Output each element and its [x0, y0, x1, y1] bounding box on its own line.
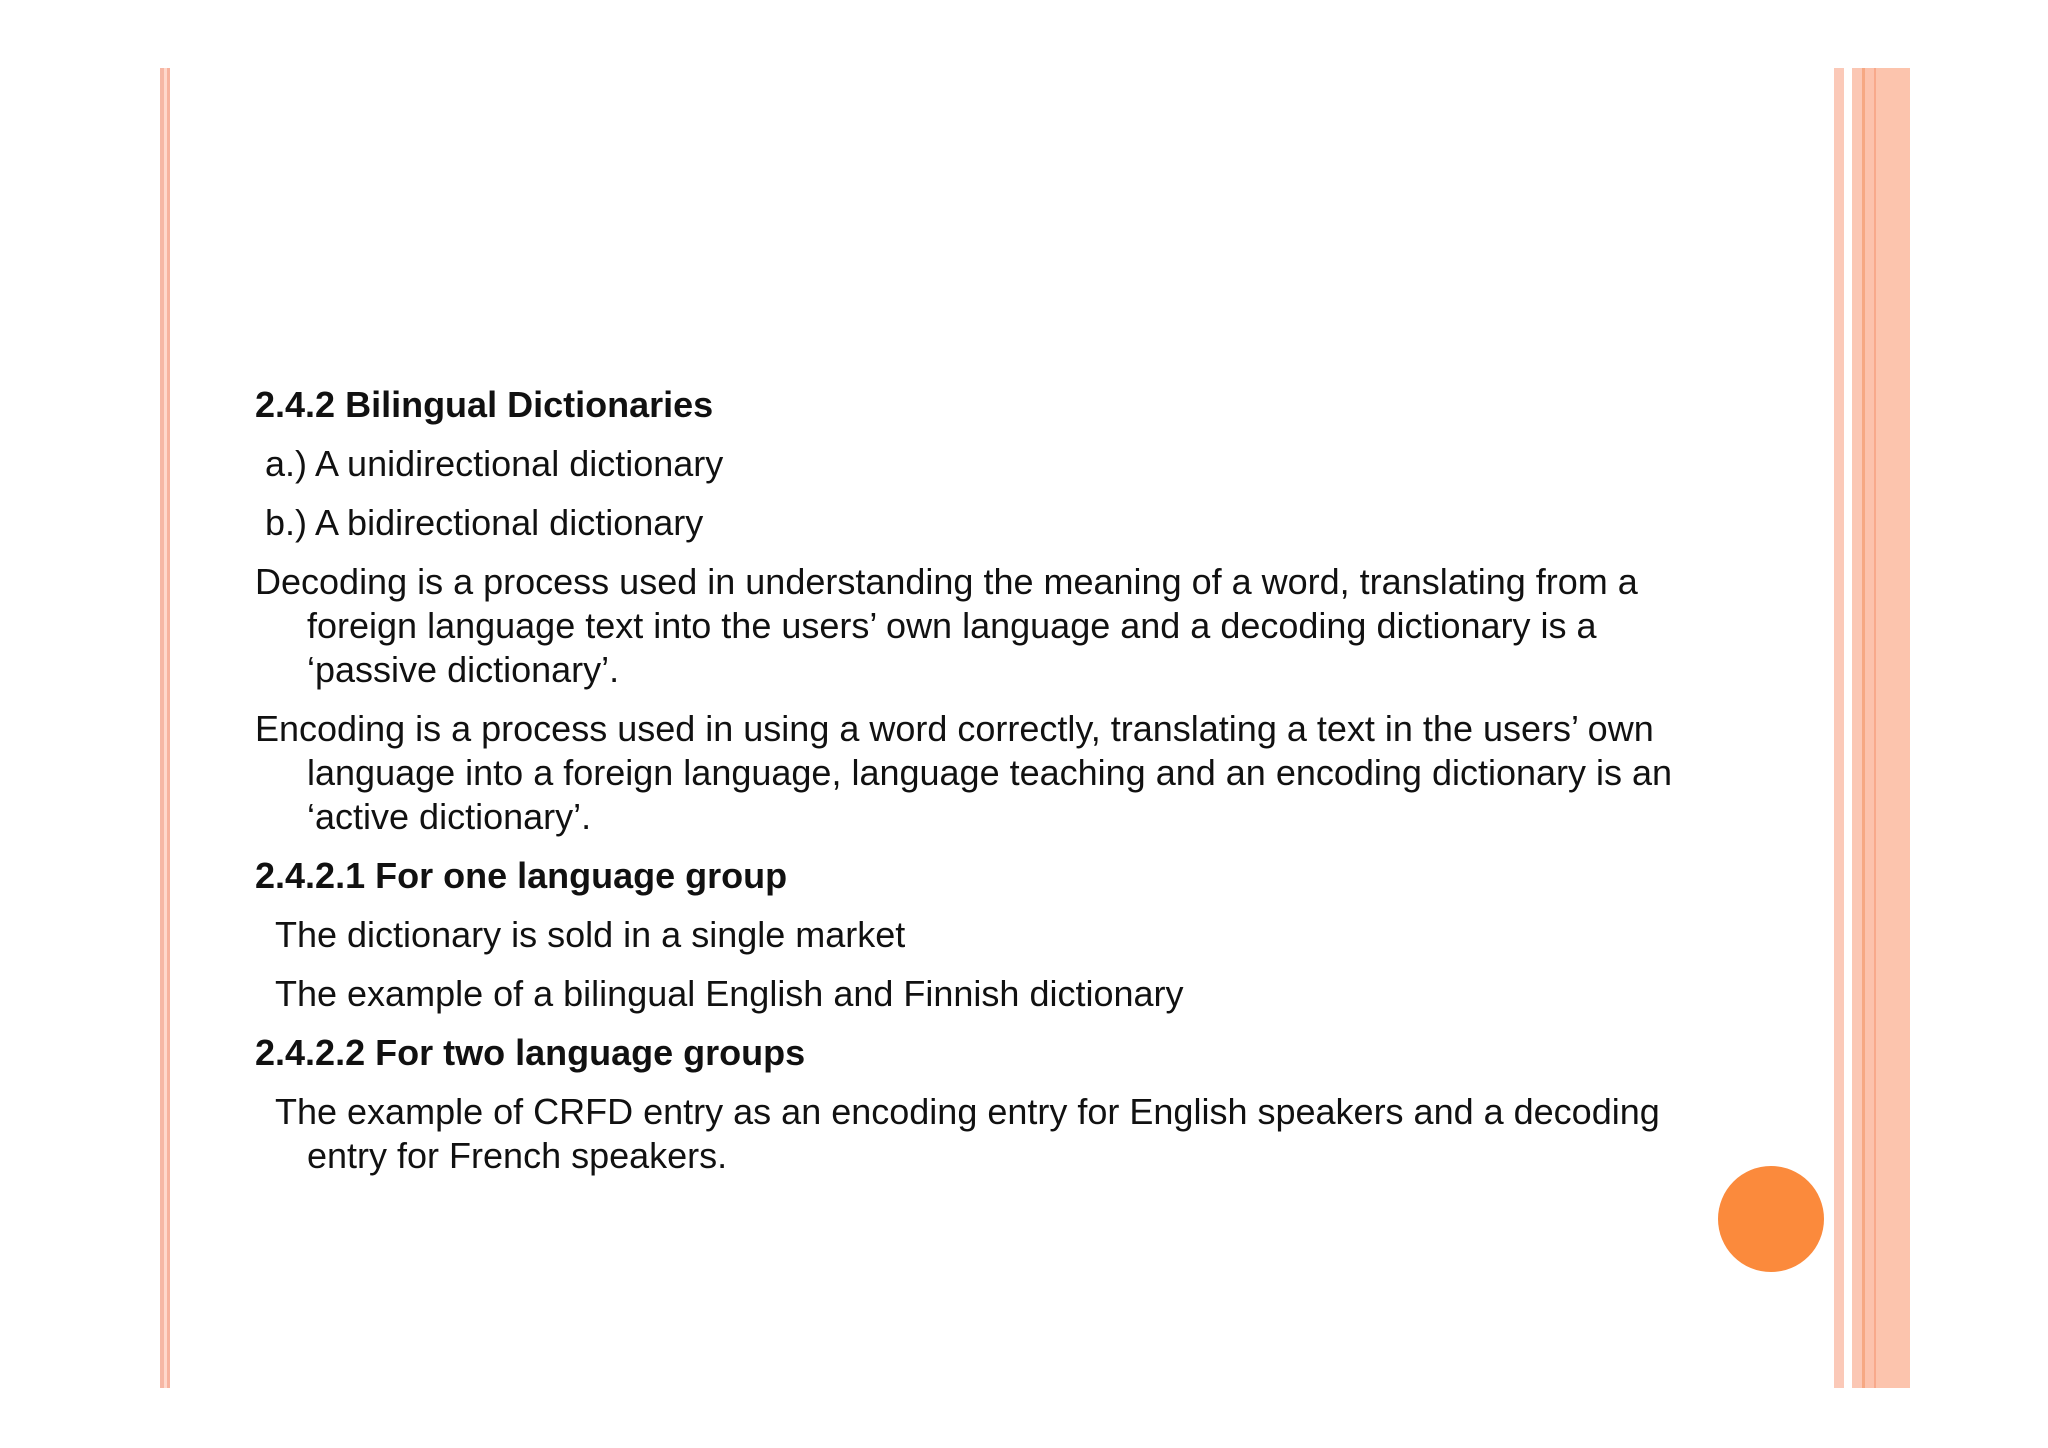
section-heading-one-language-group: 2.4.2.1 For one language group	[255, 855, 788, 896]
one-group-line-1: The dictionary is sold in a single market	[275, 914, 906, 955]
orange-circle-decoration	[1718, 1166, 1824, 1272]
left-decorative-bar	[160, 68, 170, 1388]
decoding-paragraph: Decoding is a process used in understanding the meaning of a word, translating from a foreign language text into the users’ own language and a decoding dictionary is a ‘passive dictionary’.	[255, 561, 1638, 690]
list-item-bidirectional: b.) A bidirectional dictionary	[265, 502, 704, 543]
section-heading-bilingual-dictionaries: 2.4.2 Bilingual Dictionaries	[255, 384, 714, 425]
one-group-line-2: The example of a bilingual English and Finnish dictionary	[275, 973, 1184, 1014]
section-heading-two-language-groups: 2.4.2.2 For two language groups	[255, 1032, 806, 1073]
two-groups-line-1: The example of CRFD entry as an encoding entry for English speakers and a decoding entry for French speakers.	[275, 1091, 1660, 1176]
slide-content	[255, 383, 1675, 1193]
encoding-paragraph: Encoding is a process used in using a word correctly, translating a text in the users’ own language into a foreign language, language teaching and an encoding dictionary is an ‘active dictionary’.	[255, 708, 1673, 837]
right-decorative-bars	[1834, 68, 1910, 1388]
list-item-unidirectional: a.) A unidirectional dictionary	[265, 443, 724, 484]
